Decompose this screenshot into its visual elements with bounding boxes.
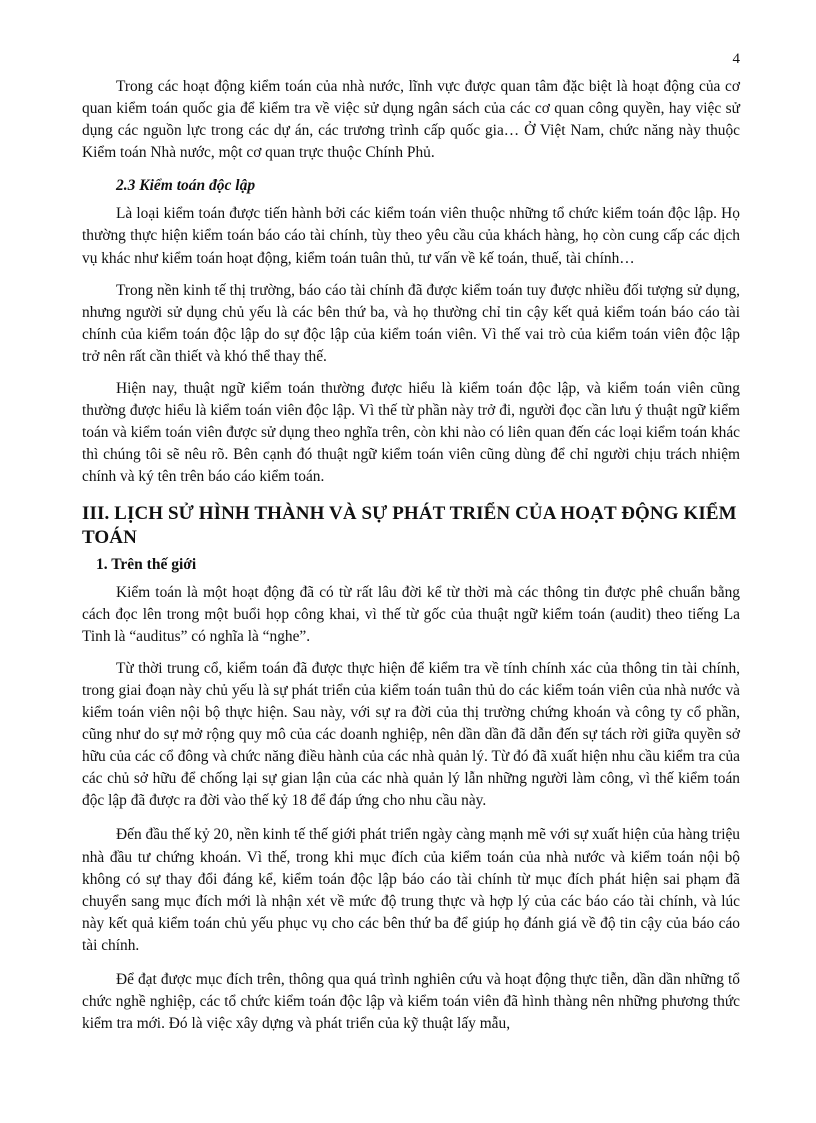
subsection-heading-independent-audit: 2.3 Kiểm toán độc lập bbox=[116, 177, 256, 195]
paragraph-20th-century: Đến đầu thế kỷ 20, nền kinh tế thế giới phát triển ngày càng mạnh mẽ với sự xuất hiện của hàng triệu nhà đầu tư chứng khoán. Vì thế, trong khi mục đích của kiểm toán của nhà nước và kiểm toán nội bộ không có sự thay đổi đáng kể, kiểm toán độc lập báo cáo tài chính từ mục đích phát hiện sai phạm đã chuyển sang mục đích mới là nhận xét về mức độ trung thực và hợp lý của các báo cáo tài chính, và lúc này kết quả kiểm toán chủ yếu phục vụ cho các bên thứ ba để giúp họ đánh giá về độ tin cậy của báo cáo tài chính. bbox=[82, 826, 740, 954]
paragraph-market-economy: Trong nền kinh tế thị trường, báo cáo tài chính đã được kiểm toán tuy được nhiều đối tượng sử dụng, nhưng người sử dụng chủ yếu là các bên thứ ba, và họ thường chỉ tin cậy kết quả kiểm toán báo cáo tài chính của kiểm toán độc lập do sự độc lập của kiểm toán viên. Vì thế vai trò của kiểm toán viên độc lập trở nên rất cần thiết và khó thể thay thế. bbox=[82, 281, 740, 365]
subsection-heading-world: 1. Trên thế giới bbox=[96, 555, 197, 573]
page-number: 4 bbox=[732, 51, 740, 67]
paragraph-state-audit: Trong các hoạt động kiểm toán của nhà nước, lĩnh vực được quan tâm đặc biệt là hoạt động của cơ quan kiểm toán quốc gia để kiểm tra về việc sử dụng ngân sách của các cơ quan công quyền, hay việc sử dụng các nguồn lực trong các dự án, các trương trình cấp quốc gia… Ở Việt Nam, chức năng này thuộc Kiểm toán Nhà nước, một cơ quan trực thuộc Chính Phủ. bbox=[82, 78, 740, 162]
paragraph-new-methods: Để đạt được mục đích trên, thông qua quá trình nghiên cứu và hoạt động thực tiễn, dần dần những tổ chức nghề nghiệp, các tổ chức kiểm toán độc lập và kiểm toán viên đã hình thàng nên những phương thức kiểm tra mới. Đó là việc xây dựng và phát triển của kỹ thuật lấy mẫu, bbox=[82, 971, 740, 1033]
section-heading-history: III. LỊCH SỬ HÌNH THÀNH VÀ SỰ PHÁT TRIỂN CỦA HOẠT ĐỘNG KIỂM TOÁN bbox=[82, 502, 737, 548]
paragraph-audit-origin: Kiểm toán là một hoạt động đã có từ rất lâu đời kể từ thời mà các thông tin được phê chuẩn bằng cách đọc lên trong một buổi họp công khai, vì thế từ gốc của thuật ngữ kiểm toán (audit) theo tiếng La Tinh là “auditus” có nghĩa là “nghe”. bbox=[82, 583, 740, 645]
page-content bbox=[82, 76, 740, 1035]
paragraph-independent-audit-definition: Là loại kiểm toán được tiến hành bởi các kiểm toán viên thuộc những tổ chức kiểm toán độc lập. Họ thường thực hiện kiểm toán báo cáo tài chính, tùy theo yêu cầu của khách hàng, họ còn cung cấp các dịch vụ khác như kiểm toán hoạt động, kiểm toán tuân thủ, tư vấn về kế toán, thuế, tài chính… bbox=[82, 205, 740, 267]
paragraph-terminology: Hiện nay, thuật ngữ kiểm toán thường được hiểu là kiểm toán độc lập, và kiểm toán viên cũng thường được hiểu là kiểm toán viên độc lập. Vì thế từ phần này trở đi, người đọc cần lưu ý thuật ngữ kiểm toán và kiểm toán viên được sử dụng theo nghĩa trên, còn khi nào có liên quan đến các loại kiểm toán khác thì chúng tôi sẽ nêu rõ. Bên cạnh đó thuật ngữ kiểm toán viên cũng dùng để chỉ người chịu trách nhiệm chính và ký tên trên báo cáo kiểm toán. bbox=[82, 380, 740, 486]
paragraph-middle-ages: Từ thời trung cổ, kiểm toán đã được thực hiện để kiểm tra về tính chính xác của thông tin tài chính, trong giai đoạn này chủ yếu là sự phát triển của kiểm toán tuân thủ do các kiểm toán viên của nhà nước và kiểm toán viên nội bộ thực hiện. Sau này, với sự ra đời của thị trường chứng khoán và công ty cổ phần, cũng như do sự mở rộng quy mô của các doanh nghiệp, nên dần dần đã dẫn đến sự tách rời giữa quyền sở hữu của các cổ đông và chức năng điều hành của các nhà quản lý. Từ đó đã xuất hiện nhu cầu kiểm tra của các chủ sở hữu để chống lại sự gian lận của các nhà quản lý lẫn những người làm công, vì thế kiểm toán độc lập đã được ra đời vào thế kỷ 18 để đáp ứng cho nhu cầu này. bbox=[82, 659, 740, 810]
